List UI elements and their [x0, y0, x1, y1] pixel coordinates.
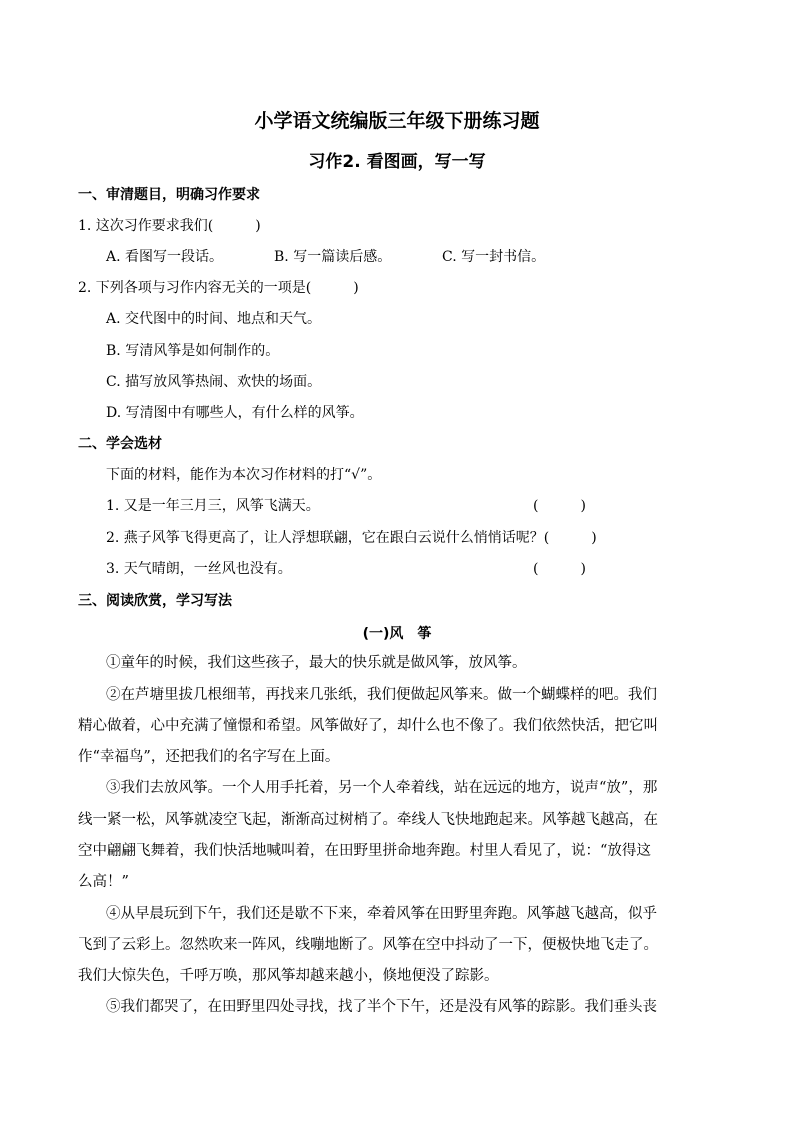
passage-paragraph-3-line-2: 线一紧一松，风筝就凌空飞起，渐渐高过树梢了。牵线人飞快地跑起来。风筝越飞越高，在 — [78, 812, 658, 828]
question-1-option-c: C. 写一封书信。 — [442, 249, 546, 265]
passage-paragraph-2-line-2: 精心做着，心中充满了憧憬和希望。风筝做好了，却什么也不像了。我们依然快活，把它叫 — [78, 718, 658, 734]
material-item-1: 1. 又是一年三月三，风筝飞满天。 — [106, 498, 320, 514]
section-heading-1: 一、审清题目，明确习作要求 — [78, 187, 260, 203]
question-1-stem: 1. 这次习作要求我们( ) — [78, 218, 261, 234]
reading-passage-title: (一)风 筝 — [362, 626, 432, 642]
passage-paragraph-4-line-2: 飞到了云彩上。忽然吹来一阵风，线嘣地断了。风筝在空中抖动了一下，便极快地飞走了。 — [78, 937, 658, 953]
passage-paragraph-1: ①童年的时候，我们这些孩子，最大的快乐就是做风筝，放风筝。 — [106, 655, 527, 671]
material-item-2: 2. 燕子风筝飞得更高了，让人浮想联翩，它在跟白云说什么悄悄话呢？( ) — [106, 530, 597, 546]
question-2-option-a: A. 交代图中的时间、地点和天气。 — [106, 311, 322, 327]
page-title: 小学语文统编版三年级下册练习题 — [254, 110, 540, 132]
question-1-option-a: A. 看图写一段话。 — [106, 249, 224, 265]
question-2-option-d: D. 写清图中有哪些人，有什么样的风筝。 — [106, 405, 364, 421]
page-subtitle: 习作2. 看图画，写一写 — [308, 152, 486, 172]
question-2-option-c: C. 描写放风筝热闹、欢快的场面。 — [106, 374, 322, 390]
question-1-option-b: B. 写一篇读后感。 — [274, 249, 392, 265]
section-heading-3: 三、阅读欣赏，学习写法 — [78, 593, 232, 609]
material-item-1-answer-blank: ( ) — [533, 498, 586, 514]
question-2-stem: 2. 下列各项与习作内容无关的一项是( ) — [78, 280, 359, 296]
question-2-option-b: B. 写清风筝是如何制作的。 — [106, 343, 280, 359]
section-heading-2: 二、学会选材 — [78, 436, 162, 452]
passage-paragraph-3-line-1: ③我们去放风筝。一个人用手托着，另一个人牵着线，站在远远的地方，说声“放”，那 — [106, 780, 658, 796]
passage-paragraph-3-line-3: 空中翩翩飞舞着，我们快活地喊叫着，在田野里拼命地奔跑。村里人看见了，说：“放得这 — [78, 843, 651, 859]
passage-paragraph-4-line-3: 我们大惊失色，千呼万唤，那风筝却越来越小，倏地便没了踪影。 — [78, 968, 499, 984]
material-item-3-answer-blank: ( ) — [533, 561, 586, 577]
passage-paragraph-2-line-1: ②在芦塘里拔几根细苇，再找来几张纸，我们便做起风筝来。做一个蝴蝶样的吧。我们 — [106, 687, 657, 703]
material-intro: 下面的材料，能作为本次习作材料的打“√”。 — [106, 467, 382, 483]
material-item-3: 3. 天气晴朗，一丝风也没有。 — [106, 561, 292, 577]
passage-paragraph-4-line-1: ④从早晨玩到下午，我们还是歇不下来，牵着风筝在田野里奔跑。风筝越飞越高，似乎 — [106, 906, 657, 922]
passage-paragraph-5-line-1: ⑤我们都哭了，在田野里四处寻找，找了半个下午，还是没有风筝的踪影。我们垂头丧 — [106, 999, 657, 1015]
passage-paragraph-2-line-3: 作“幸福鸟”，还把我们的名字写在上面。 — [78, 749, 340, 765]
passage-paragraph-3-line-4: 么高！” — [78, 874, 129, 890]
